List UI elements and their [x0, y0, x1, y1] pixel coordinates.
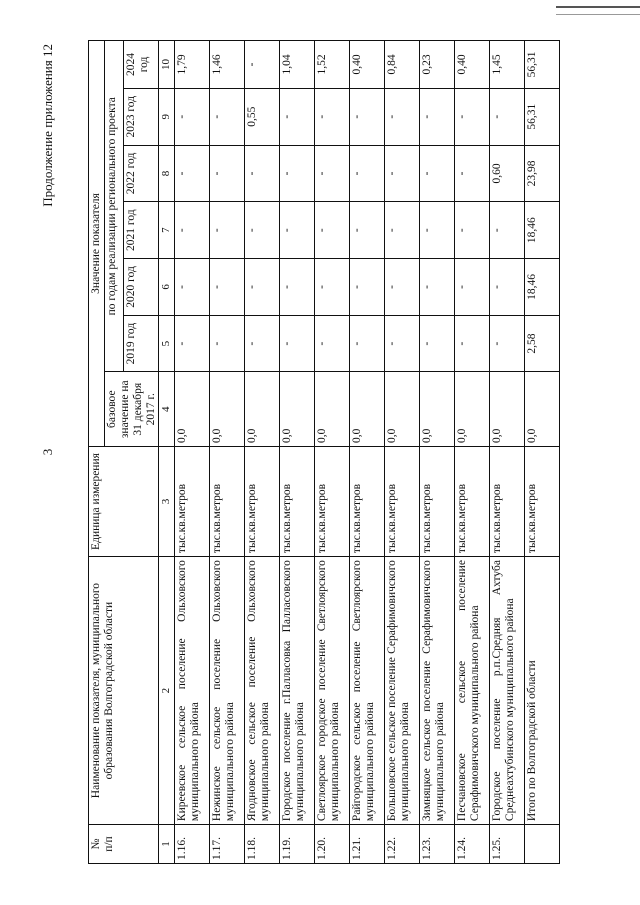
row-value-2021: -: [384, 202, 419, 259]
header-unit: Единица измерения: [89, 446, 159, 556]
row-base-value: 0,0: [489, 372, 524, 447]
row-value-2023: -: [209, 88, 244, 145]
header-year: 2023 год: [124, 88, 159, 145]
row-value-2024: 0,40: [454, 41, 489, 89]
row-value-2019: -: [244, 315, 279, 372]
column-number: 1: [159, 825, 174, 864]
row-number: 1.25.: [489, 825, 524, 864]
row-value-2022: 23,98: [524, 145, 559, 202]
row-number: 1.17.: [209, 825, 244, 864]
header-year: 2022 год: [124, 145, 159, 202]
row-value-2023: -: [419, 88, 454, 145]
row-value-2023: -: [314, 88, 349, 145]
row-value-2020: -: [419, 259, 454, 316]
row-name: Большовское сельское поселение Серафимовичского муниципального района: [384, 557, 419, 825]
row-value-2024: 1,46: [209, 41, 244, 89]
row-base-value: 0,0: [524, 372, 559, 447]
row-value-2023: -: [279, 88, 314, 145]
row-value-2021: -: [349, 202, 384, 259]
row-name: Песчановское сельское поселение Серафимовичского муниципального района: [454, 557, 489, 825]
row-base-value: 0,0: [279, 372, 314, 447]
row-unit: тыс.кв.метров: [244, 446, 279, 556]
row-value-2021: -: [489, 202, 524, 259]
indicator-table: [88, 40, 560, 864]
row-name: Зимняцкое сельское поселение Серафимовичского муниципального района: [419, 557, 454, 825]
row-value-2023: 0,55: [244, 88, 279, 145]
row-value-2022: -: [209, 145, 244, 202]
table-row: [489, 41, 524, 864]
row-value-2019: -: [349, 315, 384, 372]
row-value-2022: -: [174, 145, 209, 202]
row-number: 1.19.: [279, 825, 314, 864]
row-value-2024: 1,52: [314, 41, 349, 89]
row-value-2022: -: [419, 145, 454, 202]
row-unit: тыс.кв.метров: [454, 446, 489, 556]
column-number: 2: [159, 557, 174, 825]
row-value-2019: -: [489, 315, 524, 372]
row-number: 1.16.: [174, 825, 209, 864]
table-row: [244, 41, 279, 864]
row-number: [524, 825, 559, 864]
row-value-2021: -: [454, 202, 489, 259]
row-value-2022: -: [244, 145, 279, 202]
header-name: Наименование показателя, муниципального образования Волгоградской области: [89, 557, 159, 825]
row-number: 1.24.: [454, 825, 489, 864]
row-value-2021: -: [279, 202, 314, 259]
row-value-2020: 18,46: [524, 259, 559, 316]
row-value-2022: 0,60: [489, 145, 524, 202]
row-value-2021: -: [419, 202, 454, 259]
row-name: Ягодновское сельское поселение Ольховского муниципального района: [244, 557, 279, 825]
row-value-2022: -: [454, 145, 489, 202]
row-name: Городское поселение р.п.Средняя Ахтуба Среднеахтубинского муниципального района: [489, 557, 524, 825]
row-base-value: 0,0: [244, 372, 279, 447]
table-row: [314, 41, 349, 864]
row-name: Светлоярское городское поселение Светлоярского муниципального района: [314, 557, 349, 825]
row-value-2022: -: [314, 145, 349, 202]
row-value-2024: 0,84: [384, 41, 419, 89]
row-value-2023: -: [384, 88, 419, 145]
row-unit: тыс.кв.метров: [384, 446, 419, 556]
column-number: 10: [159, 41, 174, 89]
column-number: 8: [159, 145, 174, 202]
row-value-2019: 2,58: [524, 315, 559, 372]
row-value-2020: -: [209, 259, 244, 316]
row-unit: тыс.кв.метров: [314, 446, 349, 556]
header-num: № п/п: [89, 825, 159, 864]
row-value-2019: -: [209, 315, 244, 372]
row-value-2020: -: [244, 259, 279, 316]
row-value-2019: -: [279, 315, 314, 372]
table-row: [174, 41, 209, 864]
row-unit: тыс.кв.метров: [524, 446, 559, 556]
table-row: [349, 41, 384, 864]
row-value-2024: 0,23: [419, 41, 454, 89]
row-value-2021: -: [209, 202, 244, 259]
row-number: 1.21.: [349, 825, 384, 864]
row-value-2024: 56,31: [524, 41, 559, 89]
table-body: [174, 41, 559, 864]
row-value-2021: -: [314, 202, 349, 259]
row-value-2024: 1,04: [279, 41, 314, 89]
column-number: 9: [159, 88, 174, 145]
table-row: [524, 41, 559, 864]
row-value-2019: -: [314, 315, 349, 372]
row-value-2024: 1,45: [489, 41, 524, 89]
row-base-value: 0,0: [174, 372, 209, 447]
header-years-group: по годам реализации регионального проекта: [104, 41, 123, 372]
column-number-row: [159, 41, 174, 864]
header-year: 2021 год: [124, 202, 159, 259]
row-base-value: 0,0: [314, 372, 349, 447]
row-value-2021: -: [174, 202, 209, 259]
row-value-2020: -: [174, 259, 209, 316]
row-name: Итого по Волгоградской области: [524, 557, 559, 825]
table-row: [279, 41, 314, 864]
row-name: Нежинское сельское поселение Ольховского муниципального района: [209, 557, 244, 825]
top-edge-rule: [556, 6, 640, 15]
column-number: 5: [159, 315, 174, 372]
row-value-2023: -: [454, 88, 489, 145]
row-number: 1.20.: [314, 825, 349, 864]
row-value-2019: -: [174, 315, 209, 372]
column-number: 6: [159, 259, 174, 316]
row-unit: тыс.кв.метров: [419, 446, 454, 556]
row-unit: тыс.кв.метров: [209, 446, 244, 556]
header-base: базовое значение на 31 декабря 2017 г.: [104, 372, 159, 447]
row-value-2019: -: [419, 315, 454, 372]
row-base-value: 0,0: [419, 372, 454, 447]
row-value-2020: -: [454, 259, 489, 316]
row-value-2020: -: [279, 259, 314, 316]
row-value-2020: -: [349, 259, 384, 316]
table-row: [419, 41, 454, 864]
row-number: 1.22.: [384, 825, 419, 864]
row-value-2021: -: [244, 202, 279, 259]
row-value-2020: -: [314, 259, 349, 316]
column-number: 7: [159, 202, 174, 259]
row-value-2022: -: [349, 145, 384, 202]
row-value-2022: -: [279, 145, 314, 202]
header-value-group: Значение показателя: [89, 41, 105, 447]
row-value-2024: -: [244, 41, 279, 89]
column-number: 4: [159, 372, 174, 447]
row-unit: тыс.кв.метров: [174, 446, 209, 556]
row-number: 1.23.: [419, 825, 454, 864]
row-name: Киреевское сельское поселение Ольховского муниципального района: [174, 557, 209, 825]
row-value-2024: 1,79: [174, 41, 209, 89]
table-row: [209, 41, 244, 864]
row-name: Райгородское сельское поселение Светлоярского муниципального района: [349, 557, 384, 825]
row-value-2020: -: [489, 259, 524, 316]
column-number: 3: [159, 446, 174, 556]
row-value-2023: 56,31: [524, 88, 559, 145]
row-base-value: 0,0: [384, 372, 419, 447]
row-value-2024: 0,40: [349, 41, 384, 89]
rotated-page: [40, 40, 610, 864]
row-value-2019: -: [384, 315, 419, 372]
row-base-value: 0,0: [349, 372, 384, 447]
header-year: 2019 год: [124, 315, 159, 372]
row-number: 1.18.: [244, 825, 279, 864]
row-value-2023: -: [174, 88, 209, 145]
table-row: [384, 41, 419, 864]
header-year: 2024 год: [124, 41, 159, 89]
row-value-2020: -: [384, 259, 419, 316]
row-value-2022: -: [384, 145, 419, 202]
row-unit: тыс.кв.метров: [349, 446, 384, 556]
row-value-2023: -: [349, 88, 384, 145]
table-row: [454, 41, 489, 864]
row-base-value: 0,0: [454, 372, 489, 447]
row-name: Городское поселение г.Палласовка Палласовского муниципального района: [279, 557, 314, 825]
row-value-2019: -: [454, 315, 489, 372]
row-unit: тыс.кв.метров: [279, 446, 314, 556]
page-number: 3: [40, 448, 55, 456]
row-value-2021: 18,46: [524, 202, 559, 259]
header-year: 2020 год: [124, 259, 159, 316]
row-base-value: 0,0: [209, 372, 244, 447]
row-unit: тыс.кв.метров: [489, 446, 524, 556]
row-value-2023: -: [489, 88, 524, 145]
continuation-label: Продолжение приложения 12: [40, 44, 55, 207]
